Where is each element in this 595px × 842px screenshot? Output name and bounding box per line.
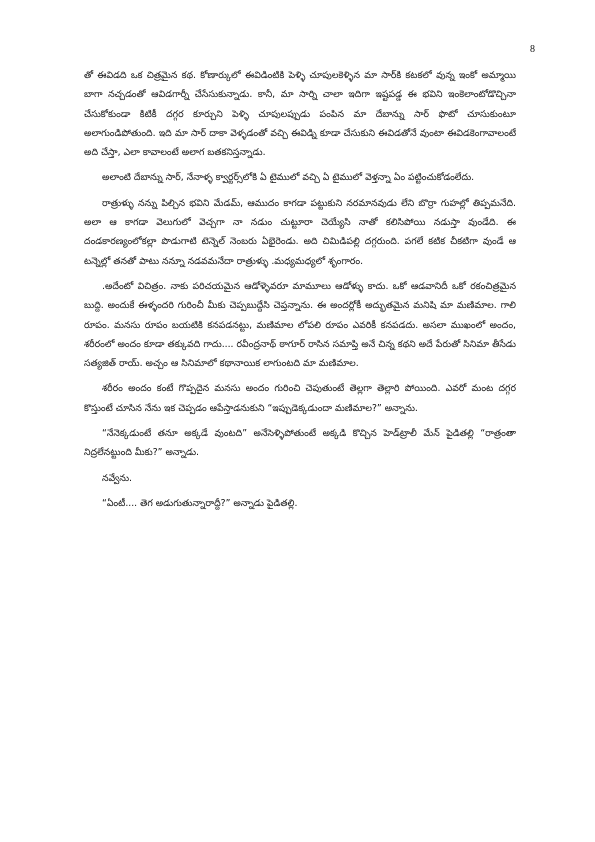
page-number: 8 xyxy=(530,44,535,55)
paragraph: అలాంటి దేబాన్ను సార్, నేనాళ్ళ క్వార్టర్స్‌లోకి ఏ టైములో వచ్చి ఏ టైములో వెళ్తన్నా ఏం పట్టించుకోడంలేదు. xyxy=(102,172,475,184)
paragraph: రాత్రుళ్ళు నన్ను పిల్చిన భవిని మేడమ్, ఆముదం కాగడా పట్టుకుని నరమానవుడు లేని బొర్రా గుహల్లో తిప్పమనేది. అలా ఆ కాగడా వెలుగులో వెచ్చగా నా నడుం చుట్టూరా చెయ్యేసి నాతో కలిసిపోయి నడుస్తా వుండేది. ఈ దండకారణ్యంలోకల్లా పొడుగాటి టెన్నెల్ నెంబరు ఏభైరెండు. అది చిమిడిపల్లి దగ్గరుంది. పగలే కటిక చీకటిగా వుండే ఆ టన్నెల్లో తనతో పాటు నన్నూ నడవమనేదా రాత్రుళ్ళు .మధ్యమధ్యలో శృంగారం. xyxy=(84,197,516,267)
page-body xyxy=(84,66,516,519)
paragraph: తో ఈవిడది ఒక చిత్రమైన కథ. కోణార్కులో ఈవిడింటికి పెళ్ళి చూపులకెళ్ళిన మా సార్‌కి కటకలో వున్న ఇంకో అమ్మాయి బాగా నచ్చడంతో ఆవిడగార్నీ చేసేసుకున్నాడు. కానీ, మా సార్ని చాలా ఇదిగా ఇష్టపడ్డ ఈ భవిని ఇంకెలాంటోడొచ్చినా చేసుకోకుండా కిటికీ దగ్గర కూర్చుని పెళ్ళి చూపులప్పుడు పంపిన మా దేబాన్ను సార్ ఫొటో చూసుకుంటూ అలాగుండిపోతుంది. ఇది మా సార్ దాకా వెళ్ళడంతో వచ్చి ఈవిడ్ని కూడా చేసుకుని ఈవిడతోనే వుంటా ఈవిడకెంగావాలంటే అది చేస్తా, ఎలా కావాలంటే అలాగ బతకనిస్తన్నాడు. xyxy=(84,70,516,159)
paragraph: .అదేంటో విచిత్రం. నాకు పరిచయమైన ఆడోళ్ళెవరూ మామూలు ఆడోళ్ళు కాదు. ఒకో ఆడవానిదీ ఒకో రకంచిత్రమైన బుద్ది. అందుకే ఈళ్ళందరి గురించీ మీకు చెప్పబుద్దేసి చెప్తన్నాను. ఈ అందర్లోకీ అద్భుతమైన మనిషి మా మణిమాల. గాలి రూపం. మనసు రూపం బయటికి కనపడనట్టు, మణిమాల లోపలి రూపం ఎవరికీ కనపడదు. అసలా ముఖంలో అందం, శరీరంలో అందం కూడా తక్కువది గాదు.... రవీంద్రనాథ్ ఠాగూర్ రాసిన సమాప్తి అనే చిన్న కథని అదే పేరుతో సినిమా తీసేడు సత్యజిత్ రాయ్. అచ్చం ఆ సినిమాలో కథానాయిక లాగుంటది మా మణిమాల. xyxy=(84,280,516,370)
paragraph: శరీరం అందం కంటే గొప్పదైన మనసు అందం గురించి చెపుతుంటే తెల్లగా తెల్లారి పోయింది. ఎవరో మంట దగ్గర కొస్తుంటే చూసిన నేను ఇక చెప్పడం ఆపేస్తాడనుకుని “ఇప్పుడెక్కడుందా మణిమాల?” అన్నాను. xyxy=(84,383,516,414)
paragraph: “ఏంటీ.... తెగ అడుగుతున్నారాద్దీ?” అన్నాడు పైడితల్లి. xyxy=(102,497,298,509)
paragraph: “నేనెక్కడుంటే తనూ అక్కడే వుంటది” అనేసెళ్ళిపోతుంటే అక్కడి కొచ్చిన హెడ్‌ట్రాలీ మేన్ పైడితల్లి “రాత్రంతా నిద్రలేనట్టుంది మీకు?” అన్నాడు. xyxy=(84,428,516,459)
paragraph: నవ్వేను. xyxy=(102,472,132,484)
